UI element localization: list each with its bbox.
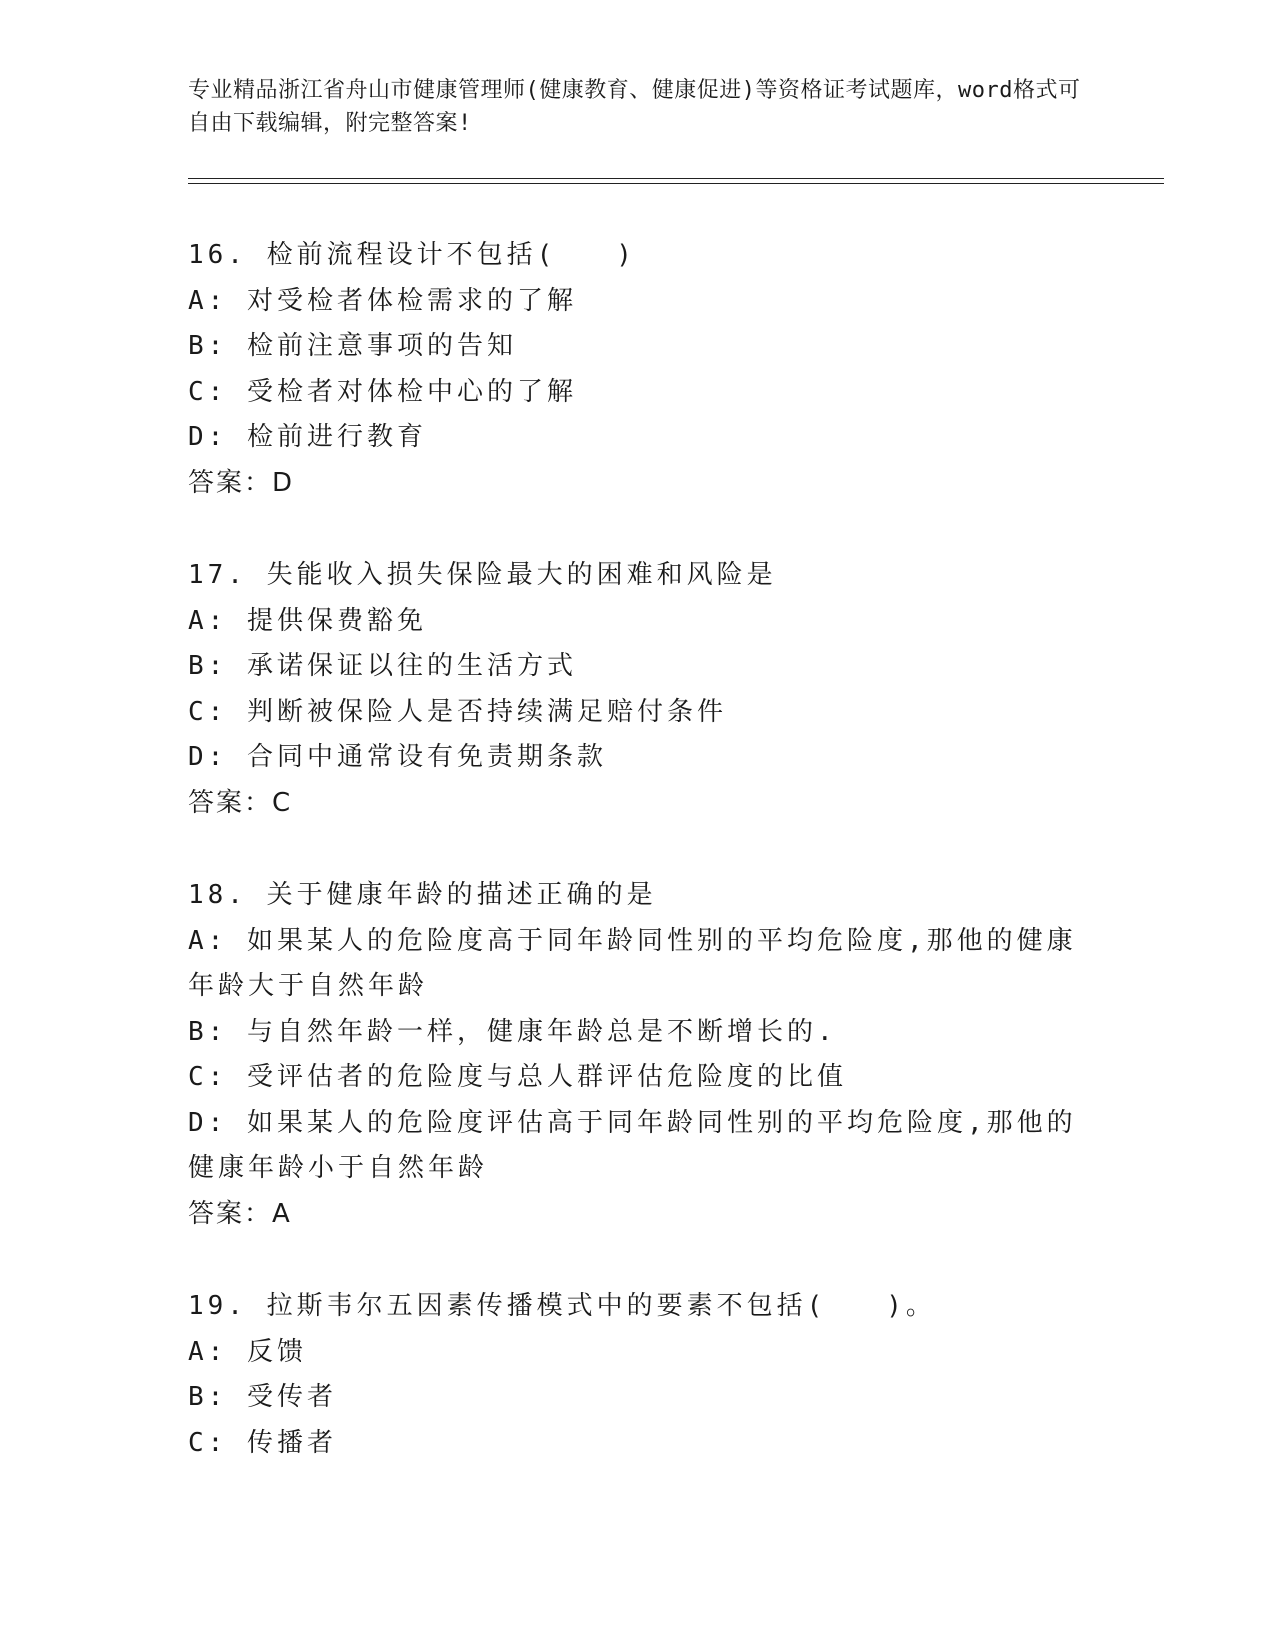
question-stem: 19. 拉斯韦尔五因素传播模式中的要素不包括( )。	[188, 1291, 936, 1321]
header-divider-top	[188, 178, 1164, 179]
answer: 答案：A	[188, 1198, 292, 1229]
option-a: A: 如果某人的危险度高于同年龄同性别的平均危险度,那他的健康年龄大于自然年龄	[188, 925, 1077, 1001]
option-c: C: 传播者	[188, 1427, 337, 1458]
option-c: C: 受检者对体检中心的了解	[188, 376, 577, 407]
option-b: B: 承诺保证以往的生活方式	[188, 651, 577, 681]
question-stem: 17. 失能收入损失保险最大的困难和风险是	[188, 560, 777, 590]
document-header	[188, 74, 1088, 140]
answer: 答案：C	[188, 787, 293, 818]
option-b: B: 与自然年龄一样，健康年龄总是不断增长的.	[188, 1016, 837, 1047]
option-d: D: 检前进行教育	[188, 422, 427, 452]
question-stem: 16. 检前流程设计不包括( )	[188, 240, 636, 270]
answer: 答案：D	[188, 467, 295, 498]
option-d: D: 如果某人的危险度评估高于同年龄同性别的平均危险度,那他的健康年龄小于自然年龄	[188, 1107, 1077, 1183]
option-c: C: 受评估者的危险度与总人群评估危险度的比值	[188, 1062, 847, 1092]
option-c: C: 判断被保险人是否持续满足赔付条件	[188, 696, 727, 727]
option-a: A: 提供保费豁免	[188, 605, 427, 636]
option-d: D: 合同中通常设有免责期条款	[188, 742, 607, 772]
question-18	[188, 873, 1088, 1237]
option-b: B: 受传者	[188, 1382, 337, 1412]
question-16	[188, 233, 1088, 506]
option-a: A: 对受检者体检需求的了解	[188, 285, 577, 316]
question-19	[188, 1284, 1088, 1466]
header-text: 专业精品浙江省舟山市健康管理师(健康教育、健康促进)等资格证考试题库，word格式可自由下载编辑，附完整答案!	[188, 78, 1081, 136]
question-17	[188, 553, 1088, 826]
header-divider-bottom	[188, 183, 1164, 184]
option-a: A: 反馈	[188, 1336, 307, 1367]
option-b: B: 检前注意事项的告知	[188, 331, 517, 361]
question-stem: 18. 关于健康年龄的描述正确的是	[188, 880, 657, 910]
